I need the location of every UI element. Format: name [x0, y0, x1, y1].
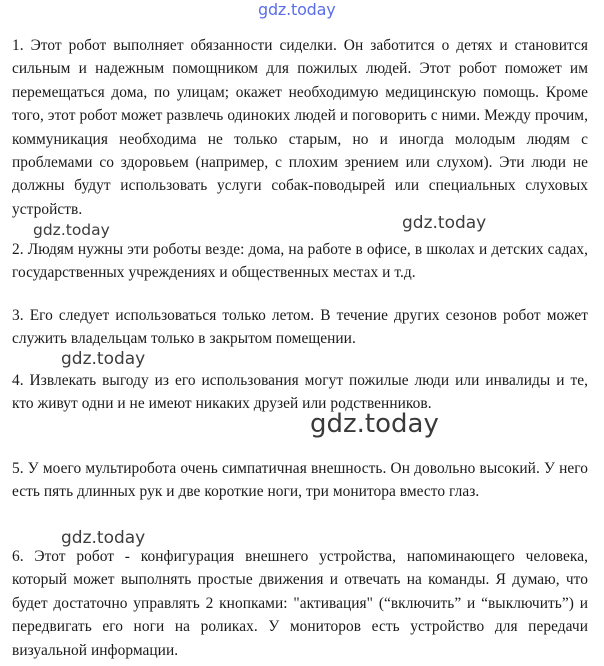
answer-paragraph-4: 4. Извлекать выгоду из его использования могут пожилые люди или инвалиды и те, кто живут одни и не имеют никаких друзей или родственников. [12, 372, 588, 413]
answer-paragraph-1: 1. Этот робот выполняет обязанности сиделки. Он заботится о детях и становится сильным и надежным помощником для пожилых людей. Этот робот поможет им перемещаться дома, по улицам; окажет необходимую медицинскую помощь. Кроме того, этот робот может развлечь одиноких людей и поговорить с ними. Между прочим, коммуникация необходима не только старым, но и иногда молодым людям с проблемами со здоровьем (например, с плохим зрением или слухом). Эти люди не должны будут использовать услуги собак-поводырей или специальных слуховых устройств. [12, 37, 588, 218]
watermark: gdz.today [33, 221, 110, 239]
answer-paragraph-6: 6. Этот робот - конфигурация внешнего устройства, напоминающего человека, который может выполнять простые движения и отвечать на команды. Я думаю, что будет достаточно управлять 2 кнопками: "активация" (“включить” и “выключить”) и передвигать его ноги на роликах. У мониторов есть устройство для передачи визуальной информации. [12, 548, 588, 659]
watermark: gdz.today [61, 528, 146, 548]
answer-paragraph-3: 3. Его следует использоваться только летом. В течение других сезонов робот может служить владельцам только в закрытом помещении. [12, 307, 588, 348]
watermark-top: gdz.today [258, 0, 336, 19]
watermark-large: gdz.today [310, 409, 439, 439]
answer-paragraph-5: 5. У моего мультиробота очень симпатичная внешность. Он довольно высокий. У него есть пять длинных рук и две короткие ноги, три монитора вместо глаз. [12, 460, 588, 501]
answer-paragraph-2: 2. Людям нужны эти роботы везде: дома, на работе в офисе, в школах и детских садах, государственных учреждениях и общественных местах и т.д. [12, 241, 588, 282]
watermark: gdz.today [61, 349, 146, 369]
watermark: gdz.today [402, 213, 487, 233]
